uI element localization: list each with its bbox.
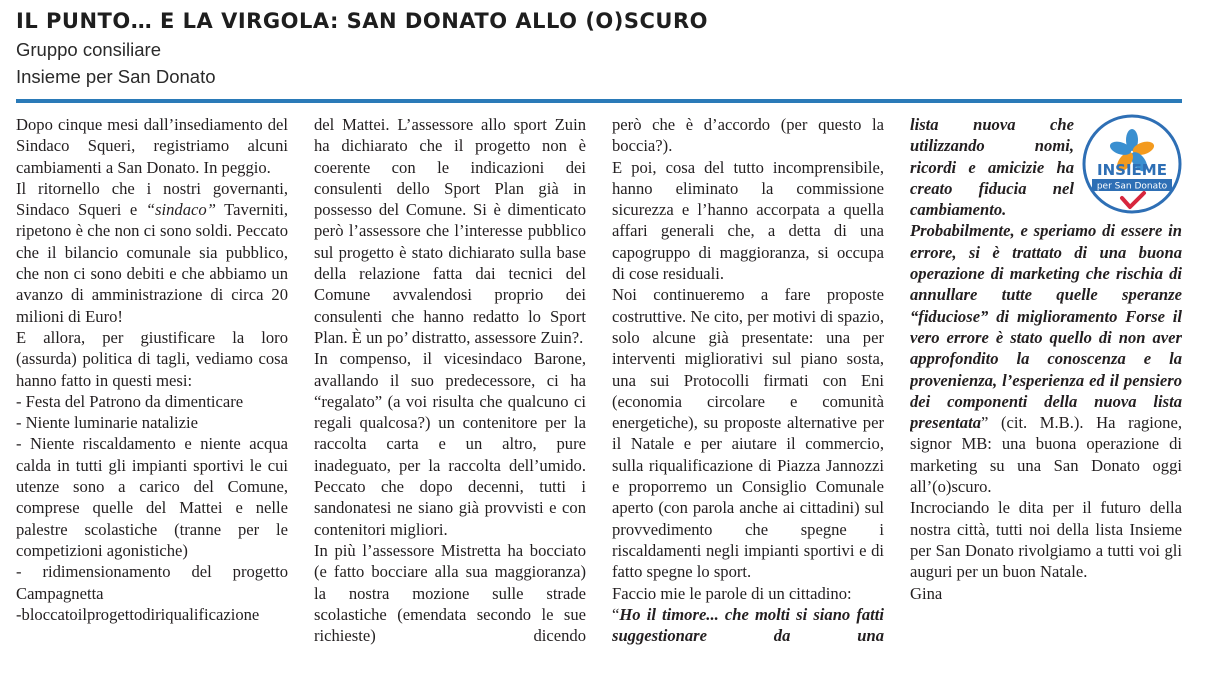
list-item: - Niente riscaldamento e niente acqua calda in tutti gli impianti sportivi le cui utenze sono a carico del Comune, comprese quelle del Mattei e nelle palestre scolastiche (tranne per le competizioni agonistiche) bbox=[16, 434, 288, 560]
list-item: - ridimensionamento del progetto Campagnetta bbox=[16, 562, 288, 603]
paragraph: E poi, cosa del tutto incomprensibile, hanno eliminato la commissione sicurezza e l’hanno accorpata a quella affari generali che, a detta di una capogruppo di maggioranza, si occupa di cose residuali. bbox=[612, 157, 884, 284]
list-item: - Niente luminarie natalizie bbox=[16, 413, 198, 433]
header-divider bbox=[16, 99, 1182, 103]
text-column-3 bbox=[612, 114, 884, 674]
group-label: Gruppo consiliare bbox=[16, 39, 161, 60]
article-title: IL PUNTO… E LA VIRGOLA: SAN DONATO ALLO (O)SCURO bbox=[16, 9, 708, 33]
paragraph: Faccio mie le parole di un cittadino: bbox=[612, 583, 852, 603]
paragraph: In più l’assessore Mistretta ha bocciato (e fatto bocciare alla sua maggioranza) la nostra mozione sulle strade scolastiche (emendata secondo le sue richieste) dicendo bbox=[314, 540, 586, 646]
paragraph: In compenso, il vicesindaco Barone, avallando il suo predecessore, ci ha “regalato” (a voi risulta che qualcuno ci regali qualcosa?) un contenitore per la raccolta carta e un altro, pure inadeguato, per la raccolta dell’umido. Peccato che dopo decenni, tutti i sandonatesi ne siano già provvisti e con contenitori migliori. bbox=[314, 349, 586, 539]
insieme-logo bbox=[1080, 114, 1182, 216]
article-header bbox=[16, 6, 1186, 90]
paragraph: Incrociando le dita per il futuro della nostra città, tutti noi della lista Insieme per San Donato rivolgiamo a tutti voi gli auguri per un buon Natale. bbox=[910, 498, 1182, 582]
paragraph: E allora, per giustificare la loro (assurda) politica di tagli, vediamo cosa hanno fatto in questi mesi: bbox=[16, 327, 288, 390]
paragraph: Il ritornello che i nostri governanti, Sindaco Squeri e “sindaco” Taverniti, ripetono è che non ci sono soldi. Peccato che il bilancio comunale sia pubblico, che non ci sono debiti e che abbiamo un avanzo di amministrazione di circa 20 milioni di Euro! bbox=[16, 178, 288, 326]
paragraph: Noi continueremo a fare proposte costruttive. Ne cito, per motivi di spazio, solo alcune già presentate: una per interventi migliorativi sul piano sosta, una sui Protocolli firmati con Eni (economia circolare e comunità energetiche), su proposte alternative per il Natale e per aiutare il commercio, sulla riqualificazione di Piazza Jannozzi e proporremo un Consiglio Comunale aperto (con parola anche ai cittadini) sul provvedimento che spegne i riscaldamenti negli impianti sportivi e di fatto spegne lo sport. bbox=[612, 285, 884, 582]
paragraph: lista nuova che utilizzando nomi, ricordi e amicizie ha creato fiducia nel cambiamento. Probabilmente, e speriamo di essere in errore, si è trattato di una buona operazione di marketing che rischia di annullare tutte quelle speranze “fiduciose” di miglioramento Forse il vero errore è stato quello di non aver approfondito la conoscenza e la provenienza, l’esperienza ed il pensiero dei componenti della nuova lista presentata” (cit. M.B.). Ha ragione, signor MB: una buona operazione di marketing su una San Donato oggi all’(o)scuro. bbox=[910, 115, 1182, 497]
paragraph: Dopo cinque mesi dall’insediamento del Sindaco Squeri, registriamo alcuni cambiamenti a San Donato. In peggio. bbox=[16, 115, 288, 177]
text-column-4 bbox=[910, 114, 1182, 674]
text-column-1 bbox=[16, 114, 288, 674]
quote-start: “Ho il timore... che molti si siano fatti suggestionare da una bbox=[612, 604, 884, 646]
text-column-2 bbox=[314, 114, 586, 674]
paragraph: però che è d’accordo (per questo la boccia?). bbox=[612, 115, 884, 156]
logo-sub: per San Donato bbox=[1096, 181, 1168, 192]
group-name: Insieme per San Donato bbox=[16, 66, 216, 87]
signature: Gina bbox=[910, 583, 943, 603]
list-item: -bloccatoilprogettodiriqualificazione bbox=[16, 604, 260, 624]
paragraph: del Mattei. L’assessore allo sport Zuin ha dichiarato che il progetto non è coerente con le indicazioni dei consulenti dello Sport Plan già in possesso del Comune. Si è dimenticato però l’assessore che l’interesse pubblico sul progetto è stato dichiarato sulla base della relazione fatta dai tecnici del Comune avvalendosi proprio dei consulenti che hanno redatto lo Sport Plan. È un po’ distratto, assessore Zuin?. bbox=[314, 115, 586, 347]
logo-word: INSIEME bbox=[1097, 161, 1167, 179]
list-item: - Festa del Patrono da dimenticare bbox=[16, 391, 244, 411]
